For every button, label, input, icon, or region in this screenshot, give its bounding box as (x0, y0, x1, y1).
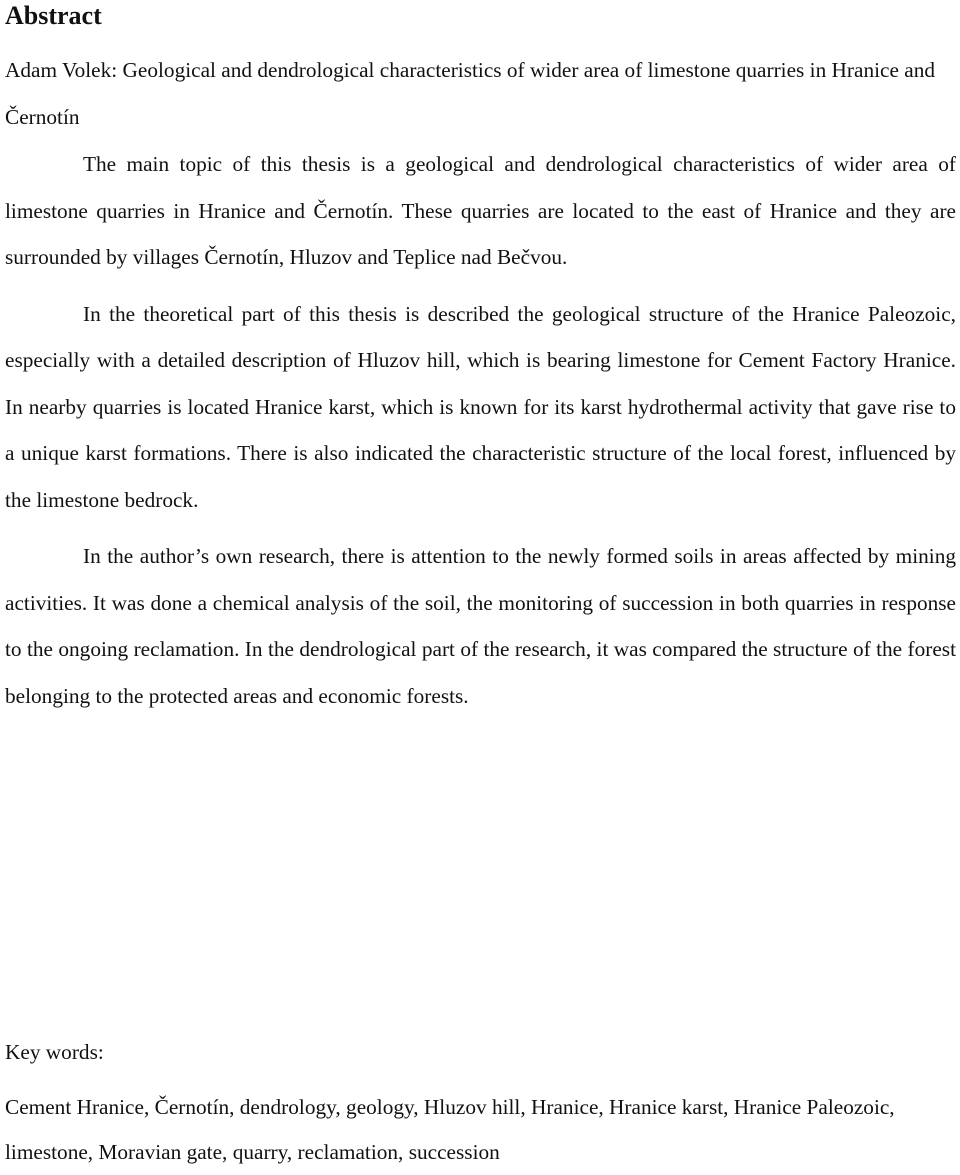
thesis-title: Adam Volek: Geological and dendrological characteristics of wider area of limestone quarries in Hranice and Černotín (5, 58, 936, 129)
keywords-label: Key words: (5, 1040, 104, 1064)
keywords-list: Cement Hranice, Černotín, dendrology, geology, Hluzov hill, Hranice, Hranice karst, Hranice Paleozoic, limestone, Moravian gate, quarry, reclamation, succession (5, 1095, 895, 1164)
paragraph-theoretical: In the theoretical part of this thesis is described the geological structure of the Hranice Paleozoic, especially with a detailed description of Hluzov hill, which is bearing limestone for Cement Factory Hranice. In nearby quarries is located Hranice karst, which is known for its karst hydrothermal activity that gave rise to a unique karst formations. There is also indicated the characteristic structure of the local forest, influenced by the limestone bedrock. (5, 301, 956, 512)
paragraph-spacer (5, 523, 956, 533)
paragraph-topic: The main topic of this thesis is a geological and dendrological characteristics of wider area of limestone quarries in Hranice and Černotín. These quarries are located to the east of Hranice and they are surrounded by villages Černotín, Hluzov and Teplice nad Bečvou. (5, 152, 956, 269)
document-page (5, 0, 956, 719)
paragraph-research: In the author’s own research, there is attention to the newly formed soils in areas affected by mining activities. It was done a chemical analysis of the soil, the monitoring of succession in both quarries in response to the ongoing reclamation. In the dendrological part of the research, it was compared the structure of the forest belonging to the protected areas and economic forests. (5, 544, 956, 708)
paragraph-spacer (5, 281, 956, 291)
abstract-heading: Abstract (5, 1, 102, 30)
